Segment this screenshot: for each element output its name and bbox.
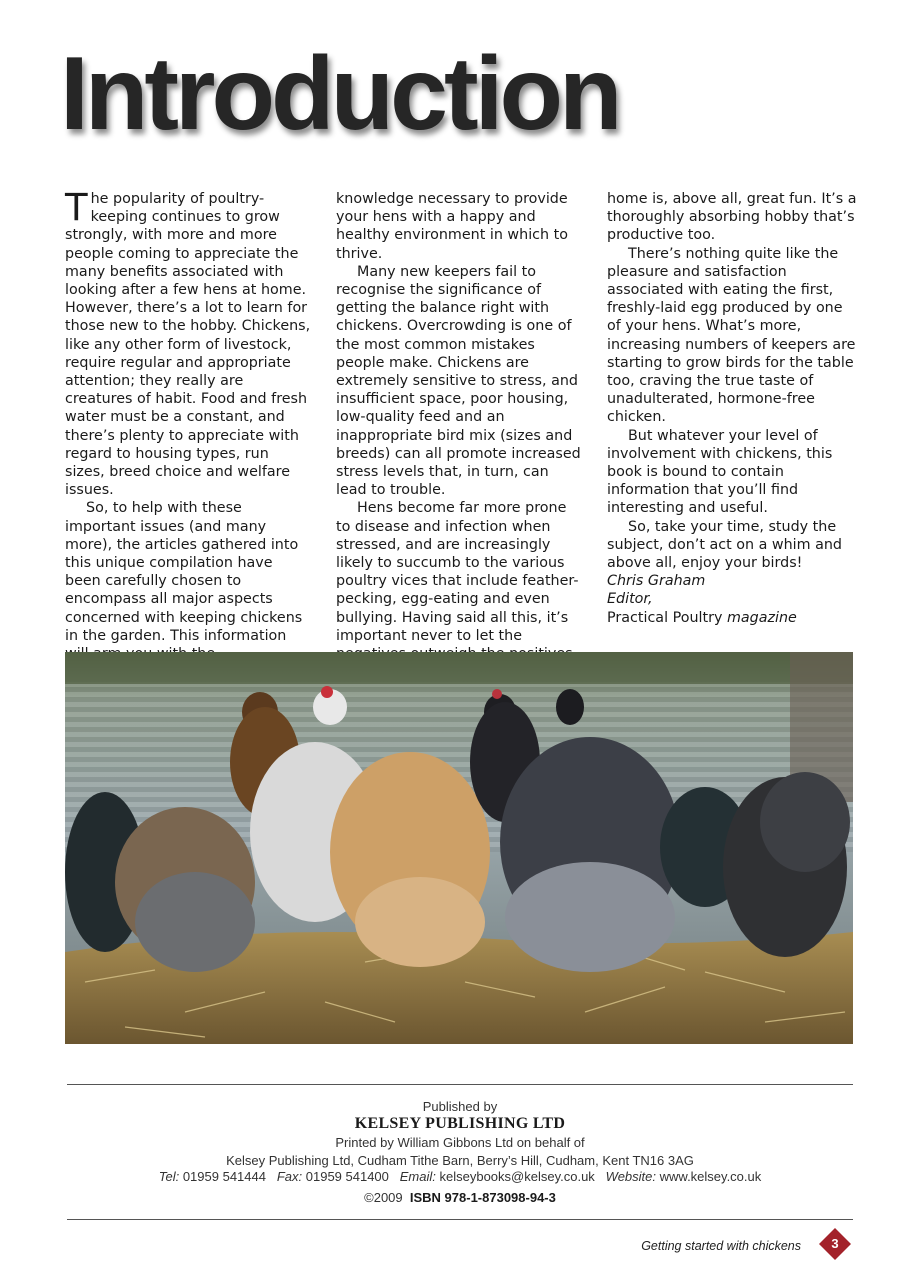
fax-label: Fax:	[276, 1169, 303, 1184]
fax-value: 01959 541400	[305, 1169, 389, 1184]
copyright: ©2009	[364, 1190, 403, 1205]
publisher-contact	[67, 1169, 853, 1184]
paragraph-text: he popularity of poultry-keeping continues to grow strongly, with more and more people coming to appreciate the many benefits associated with looking after a few hens at home. However, there’s a lot to learn for those new to the hobby. Chickens, like any other form of livestock, require regular and appropriate attention; they really are creatures of habit. Food and fresh water must be a constant, and there’s plenty to appreciate with regard to housing types, run sizes, breed choice and welfare issues.	[65, 191, 311, 499]
published-by-label: Published by	[422, 1099, 498, 1114]
paragraph: Many new keepers fail to recognise the significance of getting the balance right with chickens. Overcrowding is one of the most common mistakes people make. Chickens are extremely sensitive to stress, and insufficient space, poor housing, low-quality feed and an inappropriate bird mix (sizes and breeds) can all promote increased stress levels that, in turn, can lead to trouble.	[336, 263, 581, 499]
text-column-3	[607, 190, 857, 627]
publisher-name: KELSEY PUBLISHING LTD	[354, 1115, 566, 1132]
paragraph: So, take your time, study the subject, don’t act on a whim and above all, enjoy your birds!	[607, 518, 843, 572]
isbn: ISBN 978-1-873098-94-3	[409, 1190, 556, 1205]
paragraph: So, to help with these important issues (and many more), the articles gathered into this unique compilation have been carefully chosen to encompass all major aspects concerned with keeping chickens in the garden. This information	[65, 500, 303, 644]
signature-publication: Practical Poultry magazine	[607, 609, 797, 626]
page-number: 3	[831, 1236, 839, 1251]
page-number-badge	[818, 1227, 852, 1261]
paragraph: home is, above all, great fun. It’s a thoroughly absorbing hobby that’s productive too.	[607, 191, 857, 244]
tel-label: Tel:	[158, 1169, 180, 1184]
running-footer-title: Getting started with chickens	[641, 1239, 801, 1253]
signature-name: Chris Graham	[607, 573, 706, 590]
signature-role: Editor,	[607, 591, 653, 608]
text-column-1	[65, 186, 311, 663]
website-value: www.kelsey.co.uk	[659, 1169, 762, 1184]
printer-line: Printed by William Gibbons Ltd on behalf of	[335, 1135, 585, 1150]
divider	[67, 1084, 853, 1085]
tel-value: 01959 541444	[182, 1169, 266, 1184]
chickens-photo	[65, 652, 853, 1044]
paragraph: But whatever your level of involvement with chickens, this book is bound to contain information that you’ll find interesting and useful.	[607, 427, 833, 517]
text-column-2	[336, 190, 582, 681]
page-title: Introduction	[60, 36, 619, 152]
paragraph	[65, 186, 311, 499]
email-value: kelseybooks@kelsey.co.uk	[439, 1169, 595, 1184]
paragraph: knowledge necessary to provide your hens with a happy and healthy environment in which to thrive.	[336, 191, 568, 262]
website-label: Website:	[605, 1169, 656, 1184]
paragraph: Hens become far more prone to disease and infection when stressed, and are increasingly likely to succumb to the various poultry vices that include feather-pecking, egg-eating and even bullying. Having said all this, it’s important never to let the	[336, 500, 579, 644]
copyright-isbn	[67, 1190, 853, 1205]
divider	[67, 1219, 853, 1220]
email-label: Email:	[399, 1169, 436, 1184]
drop-cap: T	[65, 186, 88, 229]
publisher-address: Kelsey Publishing Ltd, Cudham Tithe Barn, Berry’s Hill, Cudham, Kent TN16 3AG	[226, 1153, 694, 1168]
paragraph: There’s nothing quite like the pleasure and satisfaction associated with eating the first, freshly-laid egg produced by one of your hens. What’s more, increasing numbers of keepers are starting to grow birds for the table too, craving the true taste of unadulterated, hormone-free chicken.	[607, 245, 856, 426]
